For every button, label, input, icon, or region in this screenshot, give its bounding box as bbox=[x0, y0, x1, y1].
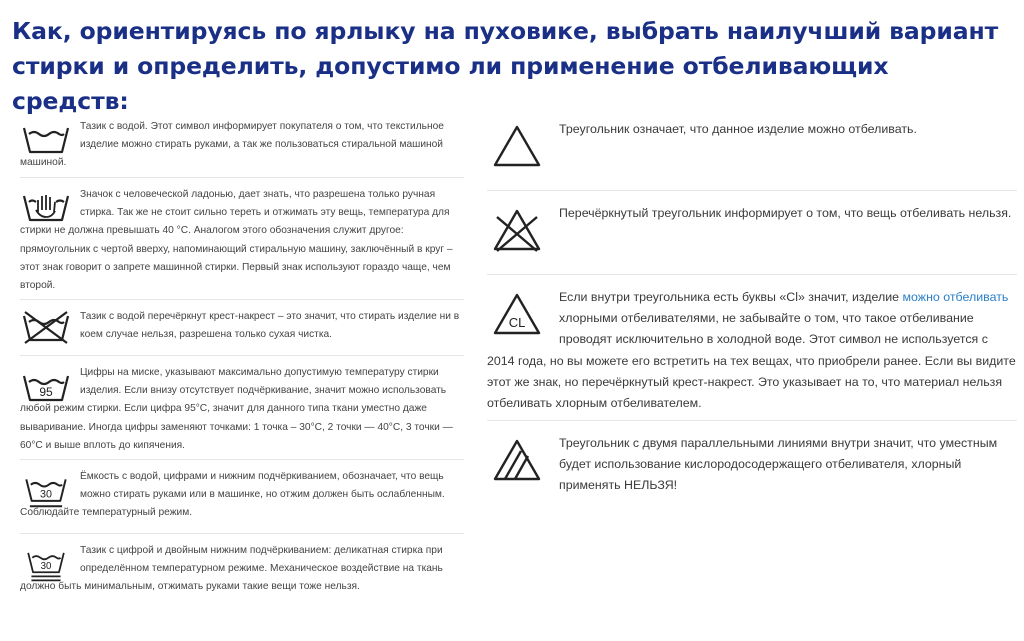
wash-30-delicate-icon bbox=[22, 548, 70, 582]
item-description: Значок с человеческой ладонью, дает знать, что разрешена только ручная стирка. Так же не стоит сильно тереть и отжимать эту вещь, температура для стирки не должна превышать 40 °С. Аналогом этого обозначения служит другое: прямоугольник с чертой вверху, напоминающий стиральную машину, заключённый в круг – этот знак говорит о запрете машинной стирки. Первый знак используют гораздо чаще, чем второй. bbox=[20, 189, 453, 292]
temperature-label: 95 bbox=[39, 385, 53, 399]
item-description: Треугольник с двумя параллельными линиями внутри значит, что уместным будет использование кислородосодержащего отбеливателя, хлорный применять НЕЛЬЗЯ! bbox=[559, 436, 998, 493]
item-description: Тазик с водой перечёркнут крест-накрест – это значит, что стирать изделие ни в коем случае нельзя, разрешена только сухая чистка. bbox=[80, 311, 460, 341]
wash-30-gentle-icon bbox=[22, 474, 70, 508]
item-description: Перечёркнутый треугольник информирует о том, что вещь отбеливать нельзя. bbox=[559, 206, 1012, 220]
temperature-label: 30 bbox=[40, 561, 52, 573]
list-item bbox=[20, 178, 464, 300]
do-not-bleach-icon bbox=[491, 207, 543, 253]
temperature-label: 30 bbox=[40, 488, 52, 501]
bleach-allowed-icon bbox=[491, 123, 543, 169]
hand-wash-icon bbox=[22, 190, 70, 224]
wash-95-icon bbox=[22, 370, 70, 404]
item-description: Треугольник означает, что данное изделие можно отбеливать. bbox=[559, 122, 917, 136]
item-description: Ёмкость с водой, цифрами и нижним подчёркиванием, обозначает, что вещь можно стирать руками или в машинке, но отжим должен быть ослабленным. Соблюдайте температурный режим. bbox=[20, 471, 445, 519]
list-item bbox=[20, 460, 464, 534]
list-item bbox=[20, 110, 464, 178]
do-not-wash-icon bbox=[22, 310, 70, 344]
list-item bbox=[20, 534, 464, 614]
page-title: Как, ориентируясь по ярлыку на пуховике, выбрать наилучший вариант стирки и определить, допустимо ли применение отбеливающих средств: bbox=[12, 17, 999, 115]
list-item bbox=[487, 421, 1017, 511]
item-description: Тазик с цифрой и двойным нижним подчёркиванием: деликатная стирка при определённом температурном режиме. Механическое воздействие на ткань должно быть минимальным, отжимать руками такие вещи тоже нельзя. bbox=[20, 545, 443, 593]
wash-basin-icon bbox=[22, 122, 70, 156]
item-description: Цифры на миске, указывают максимально допустимую температуру стирки изделия. Если внизу отсутствует подчёркивание, значит можно использовать любой режим стирки. Если цифра 95°С, значит для данного типа ткани уместно даже вываривание. Иногда цифры заменяют точками: 1 точка – 30°С, 2 точки — 40°С, 3 точки — 60°С и выше вплоть до кипячения. bbox=[20, 367, 453, 451]
oxygen-bleach-only-icon bbox=[491, 437, 543, 483]
bleach-link[interactable]: можно отбеливать bbox=[902, 290, 1009, 304]
list-item bbox=[20, 356, 464, 460]
list-item bbox=[487, 191, 1017, 275]
chlorine-label: CL bbox=[508, 315, 526, 330]
bleaching-symbols-column bbox=[487, 107, 1017, 511]
chlorine-bleach-icon bbox=[491, 291, 543, 337]
list-item bbox=[20, 300, 464, 356]
item-description: Тазик с водой. Этот символ информирует покупателя о том, что текстильное изделие можно стирать руками, а так же пользоваться стиральной машиной машиной. bbox=[20, 121, 444, 169]
list-item bbox=[487, 107, 1017, 191]
list-item bbox=[487, 275, 1017, 421]
washing-symbols-column bbox=[20, 110, 464, 614]
item-description: Если внутри треугольника есть буквы «Cl» значит, изделие можно отбеливать хлорными отбеливателями, не забывайте о том, что такое отбеливание проводят исключительно в холодной воде. Этот символ не используется с 2014 года, но вы можете его встретить на тех вещах, что приобрели ранее. Если вы видите этот же знак, но перечёркнутый крест-накрест. Это указывает на то, что материал нельзя отбеливать хлорным отбеливателем. bbox=[487, 290, 1016, 411]
